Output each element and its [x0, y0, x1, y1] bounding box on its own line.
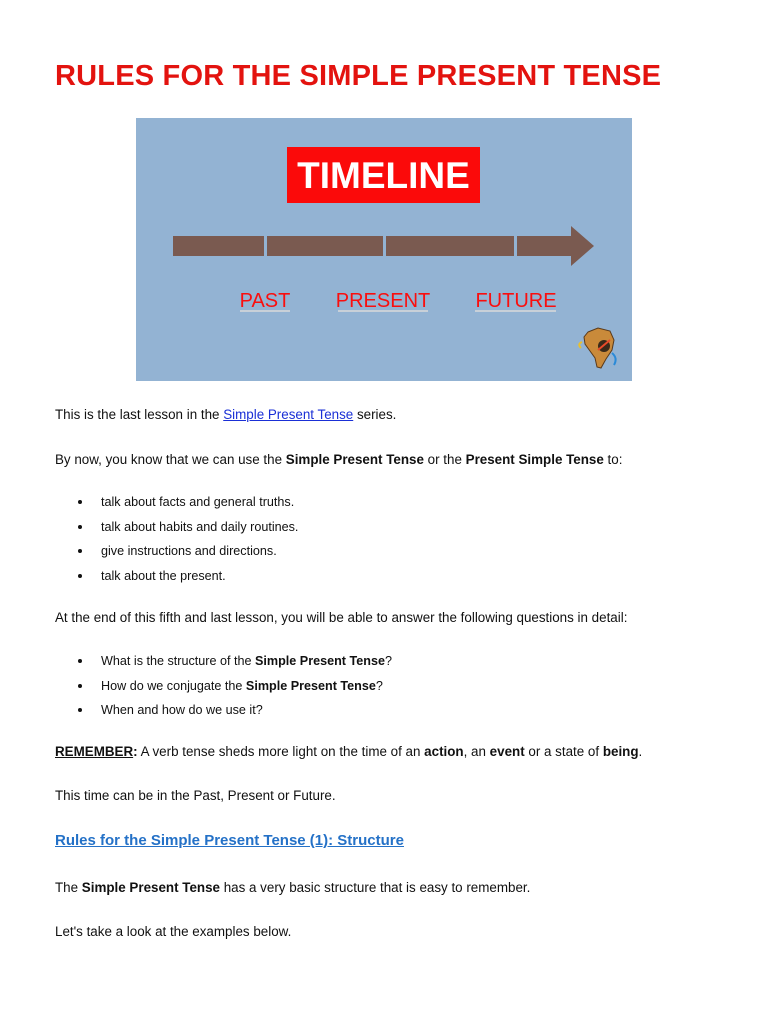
- list-item: [78, 518, 298, 543]
- uses-intro-text: to:: [603, 452, 623, 467]
- uses-intro-text: or the: [423, 452, 466, 467]
- structure-text: The: [55, 880, 82, 895]
- arrow-segment: [173, 236, 264, 256]
- list-item: [78, 701, 392, 726]
- bullet-icon: [78, 549, 82, 553]
- intro-text-end: series.: [353, 407, 397, 422]
- bullet-icon: [78, 684, 82, 688]
- structure-paragraph: [55, 879, 530, 897]
- timeline-label-future: FUTURE: [475, 290, 557, 312]
- uses-list: [78, 493, 298, 591]
- arrow-segment: [517, 236, 573, 256]
- questions-list: [78, 652, 392, 726]
- remember-paragraph: [55, 743, 642, 761]
- list-item: [78, 652, 392, 677]
- timeline-image: [136, 118, 632, 381]
- bold-term: Simple Present Tense: [285, 452, 424, 467]
- bullet-icon: [78, 659, 82, 663]
- bullet-icon: [78, 708, 82, 712]
- remember-text: A verb tense sheds more light on the time of an: [137, 744, 425, 759]
- simple-present-tense-link[interactable]: Simple Present Tense: [223, 407, 354, 422]
- examples-note-paragraph: Let's take a look at the examples below.: [55, 924, 292, 939]
- question-text: What is the structure of the: [101, 654, 255, 668]
- bullet-icon: [78, 525, 82, 529]
- question-text-end: ?: [375, 678, 383, 693]
- questions-intro-paragraph: At the end of this fifth and last lesson, you will be able to answer the following questions in detail:: [55, 610, 628, 625]
- list-item: [78, 677, 392, 702]
- uses-intro-text: By now, you know that we can use the: [55, 452, 286, 467]
- list-item-text: talk about habits and daily routines.: [101, 519, 299, 534]
- arrow-segment: [267, 236, 383, 256]
- arrow-head: [571, 226, 594, 266]
- list-item: [78, 542, 298, 567]
- list-item-text: give instructions and directions.: [101, 544, 277, 558]
- time-note-paragraph: This time can be in the Past, Present or Future.: [55, 788, 336, 803]
- remember-colon: :: [133, 744, 138, 759]
- page-title: RULES FOR THE SIMPLE PRESENT TENSE: [55, 60, 662, 92]
- remember-text: , an: [463, 744, 490, 759]
- timeline-label-past: PAST: [239, 290, 291, 312]
- remember-label: REMEMBER: [55, 744, 134, 759]
- section-heading-structure[interactable]: Rules for the Simple Present Tense (1): Structure: [55, 832, 404, 849]
- intro-text: This is the last lesson in the: [55, 407, 224, 422]
- remember-text: or a state of: [524, 744, 603, 759]
- timeline-badge-text: TIMELINE: [297, 155, 470, 196]
- bold-term: Simple Present Tense: [255, 654, 385, 668]
- africa-logo-icon: [579, 328, 615, 368]
- intro-paragraph: [55, 406, 396, 424]
- arrow-segment: [386, 236, 514, 256]
- bullet-icon: [78, 500, 82, 504]
- list-item: [78, 493, 298, 518]
- timeline-graphic: [136, 118, 632, 381]
- question-text-end: ?: [384, 654, 392, 668]
- timeline-label-present: PRESENT: [335, 290, 431, 312]
- bold-term: action: [424, 744, 464, 759]
- list-item-text: talk about the present.: [101, 568, 226, 583]
- bold-term: Present Simple Tense: [465, 452, 604, 467]
- question-text: How do we conjugate the: [101, 678, 246, 693]
- remember-text: .: [638, 744, 643, 759]
- structure-text-end: has a very basic structure that is easy to remember.: [219, 880, 531, 895]
- bullet-icon: [78, 574, 82, 578]
- list-item: [78, 567, 298, 592]
- bold-term: Simple Present Tense: [81, 880, 220, 895]
- bold-term: Simple Present Tense: [245, 678, 376, 693]
- question-text: When and how do we use it?: [101, 703, 263, 717]
- bold-term: event: [489, 744, 525, 759]
- list-item-text: talk about facts and general truths.: [101, 495, 295, 509]
- bold-term: being: [602, 744, 639, 759]
- uses-intro-paragraph: [55, 451, 622, 469]
